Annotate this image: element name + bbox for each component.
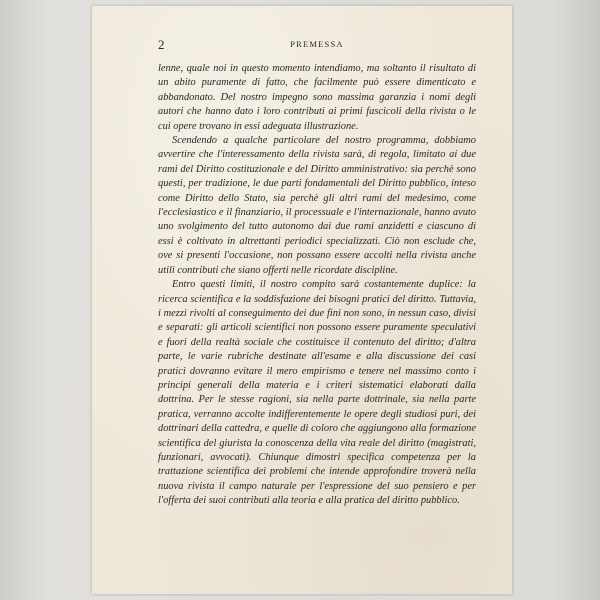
page-number: 2 (158, 37, 165, 52)
paragraph-3: Entro questi limiti, il nostro compito sarà costantemente duplice: la ricerca scientifica e la soddisfazione dei bisogni pratici del diritto. Tuttavia, i mezzi rivolti al conseguimento dei due fini non sono, in nessun caso, divisi e separati: gli articoli scientifici non possono essere puramente speculativi e fuori della realtà sociale che costituisce il contenuto del diritto; d'altra parte, le varie rubriche destinate all'esame e alla discussione dei casi pratici dovranno evitare il mero empirismo e tenere nel massimo conto i principi generali della materia e i criteri sistematici elaborati dalla dottrina. Per le stesse ragioni, sia nella parte dottrinale, sia nella parte pratica, verranno accolte indifferentemente le opere degli studiosi puri, dei dottrinari della cattedra, e quelle di coloro che aggiungono alla formazione scientifica del giurista la conoscenza della vita reale del diritto (magistrati, funzionari, avvocati). Chiunque dimostri specifica competenza per la trattazione scientifica dei problemi che intende approfondire troverà nella nuova rivista il campo naturale per l'espressione del suo pensiero e per l'offerta dei suoi contributi alla teoria e alla pratica del diritto pubblico. (158, 279, 476, 507)
paragraph-1: lenne, quale noi in questo momento intendiamo, ma soltanto il risultato di un abito puramente di fatto, che facilmente può essere dimenticato e abbandonato. Del nostro impegno sono massima garanzia i nomi degli autori che hanno dato i loro contributi ai primi fascicoli della rivista o le cui opere trovano in essi adeguata illustrazione. (158, 63, 476, 132)
paragraph-2: Scendendo a qualche particolare del nostro programma, dobbiamo avvertire che l'interessamento della rivista sarà, di regola, limitato ai due rami del Diritto costituzionale e del Diritto amministrativo: sia perchè sono questi, per tradizione, le due parti fondamentali del Diritto pubblico, inteso come Diritto dello Stato, sia perchè gli altri rami del medesimo, come l'ecclesiastico e il finanziario, il processuale e l'internazionale, hanno avuto uno svolgimento del tutto autonomo dai due rami anzidetti e ciascuno di essi è coltivato in altrettanti periodici specializzati. Ciò non esclude che, ove si presenti l'occasione, non possano essere accolti nella rivista anche utili contributi che siano offerti nelle ricordate discipline. (158, 135, 476, 276)
running-head: PREMESSA (290, 39, 344, 49)
book-page (92, 6, 512, 594)
page-header (158, 39, 476, 53)
body-text (158, 62, 476, 509)
